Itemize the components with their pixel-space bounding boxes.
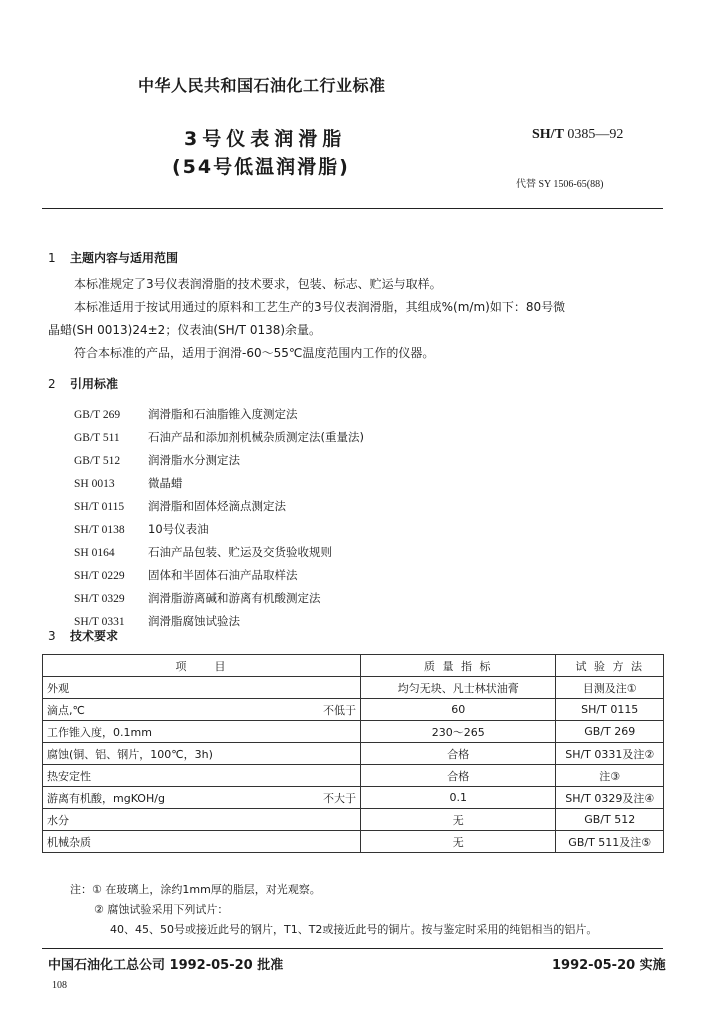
cell-meth: SH/T 0115 <box>556 699 664 721</box>
reference-code: SH/T 0138 <box>74 524 125 536</box>
cell-meth: 目测及注① <box>556 677 664 699</box>
approval-line: 中国石油化工总公司 1992-05-20 批准 <box>48 958 284 973</box>
cell-item: 腐蚀(铜、铝、钢片，100℃，3h) <box>43 743 313 765</box>
table-row <box>43 699 664 721</box>
reference-name: 石油产品包装、贮运及交货验收规则 <box>148 545 332 559</box>
cell-cond <box>313 721 361 743</box>
reference-name: 微晶蜡 <box>148 476 183 490</box>
reference-item <box>74 475 183 491</box>
cell-cond: 不低于 <box>313 699 361 721</box>
section-2-number: 2 <box>48 377 56 391</box>
reference-code: SH/T 0115 <box>74 501 125 513</box>
replaces-note: 代替 SY 1506-65(88) <box>516 179 604 190</box>
reference-code: SH/T 0329 <box>74 593 125 605</box>
section-1-title: 主题内容与适用范围 <box>70 251 179 265</box>
cell-meth: SH/T 0329及注④ <box>556 787 664 809</box>
reference-name: 润滑脂腐蚀试验法 <box>148 614 240 628</box>
cell-item: 游离有机酸，mgKOH/g <box>43 787 313 809</box>
reference-name: 润滑脂和固体烃滴点测定法 <box>148 499 286 513</box>
section-1-heading <box>48 249 178 266</box>
implementation-date: 1992-05-20 实施 <box>552 958 666 973</box>
cell-item: 水分 <box>43 809 313 831</box>
reference-name: 润滑脂和石油脂锥入度测定法 <box>148 407 298 421</box>
reference-item <box>74 567 298 583</box>
cell-meth: GB/T 269 <box>556 721 664 743</box>
footer-rule <box>42 948 663 949</box>
reference-name: 润滑脂水分测定法 <box>148 453 240 467</box>
cell-cond: 不大于 <box>313 787 361 809</box>
header-rule <box>42 208 663 209</box>
table-note-1 <box>70 881 321 897</box>
cell-meth: SH/T 0331及注② <box>556 743 664 765</box>
reference-code: GB/T 512 <box>74 455 121 467</box>
reference-code: SH 0164 <box>74 547 115 559</box>
table-row <box>43 787 664 809</box>
org-title: 中华人民共和国石油化工行业标准 <box>138 76 386 95</box>
cell-val: 合格 <box>360 743 556 765</box>
table-row <box>43 765 664 787</box>
cell-cond <box>313 765 361 787</box>
reference-item <box>74 429 364 445</box>
section-1-para-2a: 本标准适用于按试用通过的原料和工艺生产的3号仪表润滑脂，其组成%(m/m)如下：80号微 <box>74 300 566 314</box>
reference-item <box>74 498 286 514</box>
cell-meth: GB/T 511及注⑤ <box>556 831 664 853</box>
header-value: 质 量 指 标 <box>360 655 556 677</box>
reference-name: 石油产品和添加剂机械杂质测定法(重量法) <box>148 430 364 444</box>
cell-meth: 注③ <box>556 765 664 787</box>
cell-item: 外观 <box>43 677 313 699</box>
header-item: 项 目 <box>43 655 361 677</box>
table-header-row <box>43 655 664 677</box>
cell-cond <box>313 831 361 853</box>
cell-val: 合格 <box>360 765 556 787</box>
reference-code: GB/T 511 <box>74 432 120 444</box>
reference-name: 固体和半固体石油产品取样法 <box>148 568 298 582</box>
table-row <box>43 743 664 765</box>
section-2-title: 引用标准 <box>70 377 119 391</box>
cell-val: 0.1 <box>360 787 556 809</box>
cell-item: 滴点,℃ <box>43 699 313 721</box>
section-1-para-1: 本标准规定了3号仪表润滑脂的技术要求，包装、标志、贮运与取样。 <box>74 277 442 291</box>
cell-item: 机械杂质 <box>43 831 313 853</box>
reference-item <box>74 452 240 468</box>
table-row <box>43 831 664 853</box>
cell-meth: GB/T 512 <box>556 809 664 831</box>
reference-name: 润滑脂游离碱和游离有机酸测定法 <box>148 591 321 605</box>
standard-subtitle: (54号低温润滑脂) <box>172 156 350 178</box>
cell-val: 无 <box>360 831 556 853</box>
section-1-number: 1 <box>48 251 56 265</box>
table-row <box>43 677 664 699</box>
reference-item <box>74 521 209 537</box>
section-3-heading <box>48 627 118 644</box>
reference-code: GB/T 269 <box>74 409 121 421</box>
table-row <box>43 721 664 743</box>
reference-name: 10号仪表油 <box>148 522 209 536</box>
table-note-2-detail: 40、45、50号或接近此号的钢片，T1、T2或接近此号的铜片。按与鉴定时采用的纯铝相当的铝片。 <box>110 923 598 936</box>
cell-cond <box>313 677 361 699</box>
note-text: ① 在玻璃上，涂约1mm厚的脂层，对光观察。 <box>92 883 321 896</box>
standard-code <box>532 127 623 143</box>
standard-code-number: 0385—92 <box>567 127 624 142</box>
section-2-heading <box>48 375 118 392</box>
section-1-para-2b: 晶蜡(SH 0013)24±2；仪表油(SH/T 0138)余量。 <box>48 323 322 337</box>
reference-item <box>74 406 298 422</box>
requirements-table <box>42 654 664 853</box>
reference-item <box>74 590 321 606</box>
standard-code-prefix: SH/T <box>532 127 564 142</box>
cell-cond <box>313 809 361 831</box>
cell-val: 均匀无块、凡士林状油膏 <box>360 677 556 699</box>
cell-item: 工作锥入度，0.1mm <box>43 721 313 743</box>
section-1-para-3: 符合本标准的产品，适用于润滑-60～55℃温度范围内工作的仪器。 <box>74 346 435 360</box>
reference-code: SH/T 0331 <box>74 616 125 628</box>
page-number: 108 <box>52 980 67 991</box>
table-row <box>43 809 664 831</box>
standard-title: 3号仪表润滑脂 <box>184 128 347 150</box>
header-method: 试 验 方 法 <box>556 655 664 677</box>
cell-val: 230～265 <box>360 721 556 743</box>
cell-cond <box>313 743 361 765</box>
section-3-number: 3 <box>48 629 56 643</box>
reference-item <box>74 544 332 560</box>
note-label: 注： <box>70 883 92 896</box>
cell-val: 60 <box>360 699 556 721</box>
cell-item: 热安定性 <box>43 765 313 787</box>
table-note-2: ② 腐蚀试验采用下列试片： <box>94 903 229 916</box>
section-3-title: 技术要求 <box>70 629 119 643</box>
cell-val: 无 <box>360 809 556 831</box>
reference-code: SH 0013 <box>74 478 115 490</box>
reference-code: SH/T 0229 <box>74 570 125 582</box>
